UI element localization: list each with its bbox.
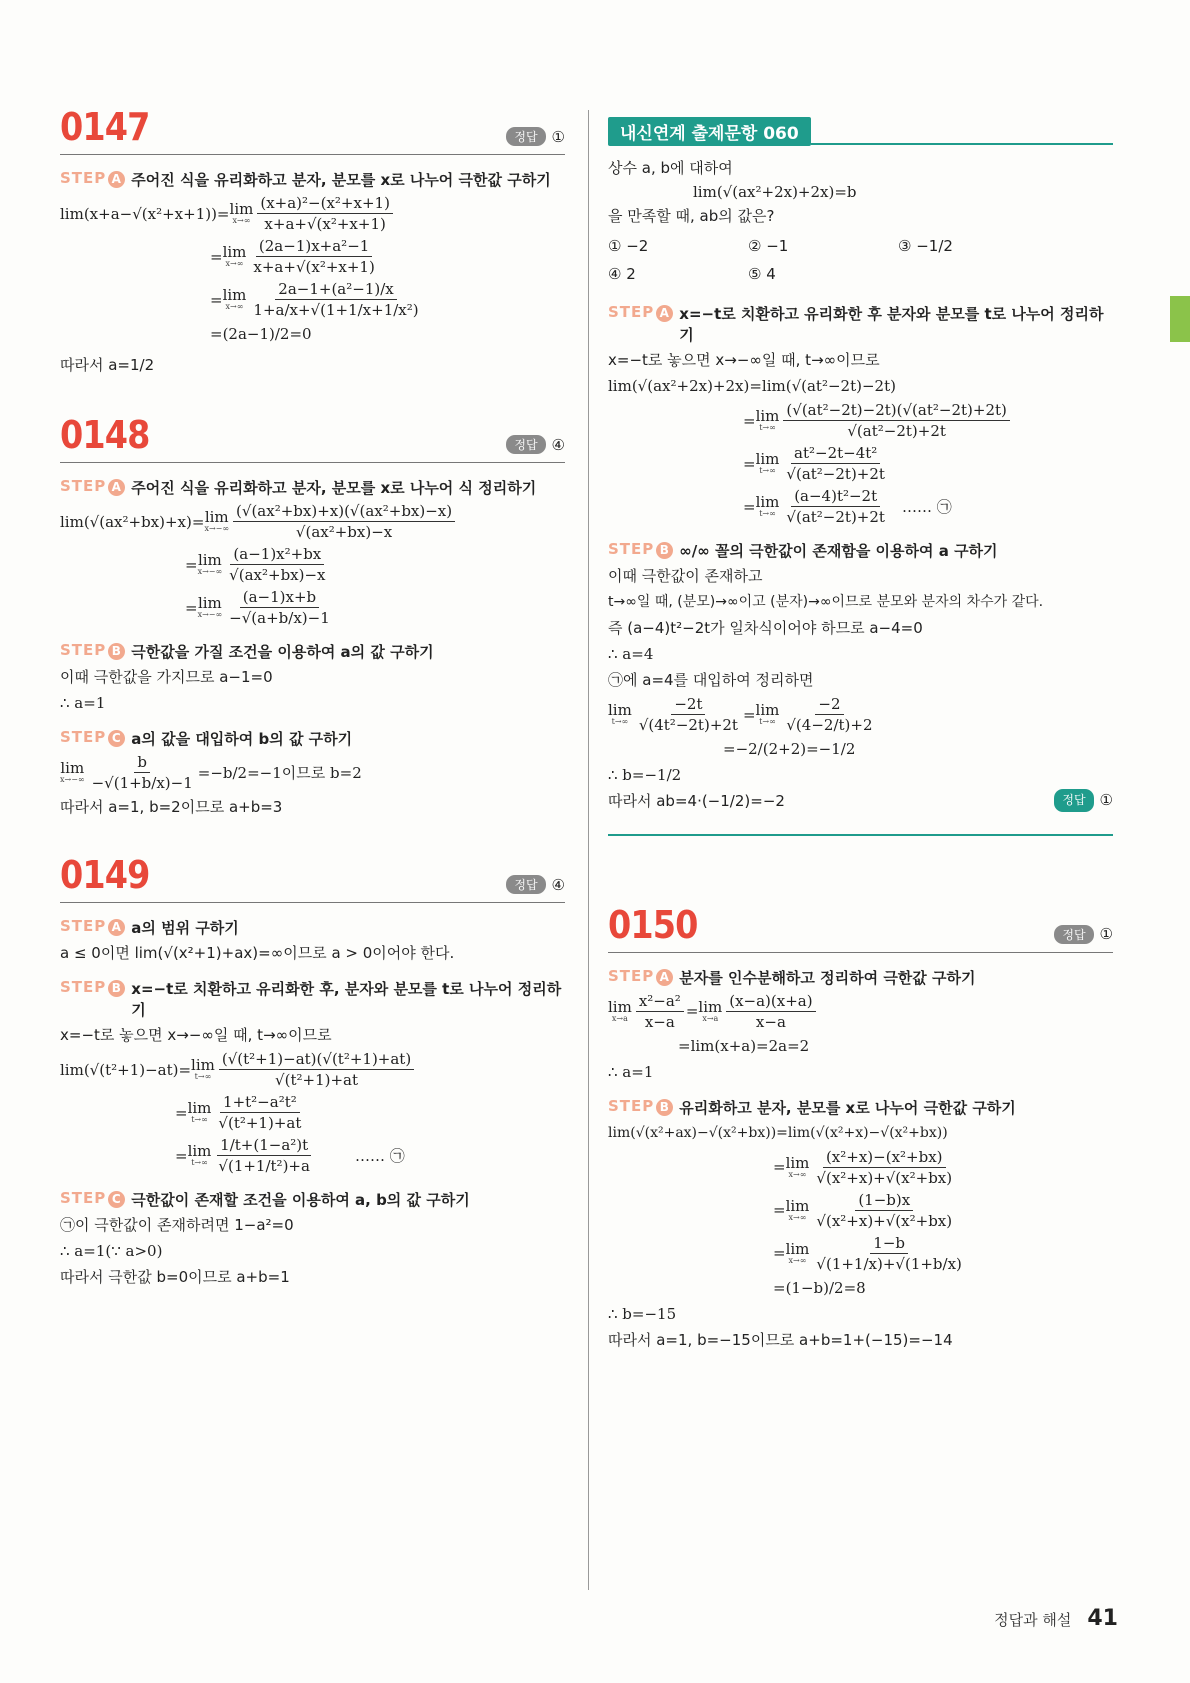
footer-label: 정답과 해설 (994, 1611, 1072, 1629)
equation: = lim x→∞ $\frac{(1-b)x}{\text{√(x²+x)+√(x²+bx)}}$ (773, 1191, 1113, 1230)
step-title: ∞/∞ 꼴의 극한값이 존재함을 이용하여 a 구하기 (679, 542, 998, 560)
equation: = lim t→∞ $\frac{\text{1/t+(1−a²)t}}{\text{√(1+1/t²)+a}}$ …… ㉠ (175, 1136, 405, 1175)
text-line: x=−t로 놓으면 x→−∞일 때, t→∞이므로 (608, 351, 880, 369)
step-b: STEP B ∞/∞ 꼴의 극한값이 존재함을 이용하여 a 구하기 (608, 540, 998, 560)
answer-value: ④ (551, 435, 565, 454)
step-b: STEP B 극한값을 가질 조건을 이용하여 a의 값 구하기 (60, 641, 434, 661)
fraction: $\frac{b}{-√(1+b/x)-1}$ (91, 753, 193, 792)
fraction: $\frac{\text{2a−1+(a²−1)/x}}{\text{1+a/x+√(1+1/x+1/x²)}}$ (253, 280, 419, 319)
equation: =(2a−1)/2=0 (210, 325, 312, 343)
conclusion: 따라서 a=1, b=−15이므로 a+b=1+(−15)=−14 (608, 1330, 953, 1349)
equation: = lim t→∞ $\frac{\text{1+t²−a²t²}}{\text{√(t²+1)+at}}$ (175, 1093, 565, 1132)
fraction: $\frac{\text{(√(at²−2t)−2t)(√(at²−2t)+2t)}}{\text{√(at²−2t)+2t}}$ (783, 401, 1009, 440)
choice-1[interactable]: ① −2 (608, 237, 649, 255)
page-footer (994, 1606, 1118, 1631)
equation: =−2/(2+2)=−1/2 (723, 740, 856, 758)
text-line: 이때 극한값이 존재하고 (608, 567, 763, 585)
text-line: ∴ b=−1/2 (608, 766, 682, 784)
step-a: STEP A 분자를 인수분해하고 정리하여 극한값 구하기 (608, 966, 976, 987)
equation: lim(√(x²+ax)−√(x²+bx))=lim(√(x²+x)−√(x²+bx)) (608, 1124, 948, 1141)
equation: = lim x→∞ $\frac{\text{(2a−1)x+a²−1}}{\text{x+a+√(x²+x+1)}}$ (210, 237, 565, 276)
equation: = lim t→∞ $\frac{\text{(a−4)t²−2t}}{\text{√(at²−2t)+2t}}$ …… ㉠ (743, 487, 952, 526)
equation: lim(√(t²+1)−at)= lim t→∞ $\frac{\text{(√(t²+1)−at)(√(t²+1)+at)}}{\text{√(t²+1)+at}}$ (60, 1050, 565, 1089)
fraction: $\frac{\text{(√(ax²+bx)+x)(√(ax²+bx)−x)}}{\text{√(ax²+bx)−x}}$ (233, 502, 455, 541)
answer-badge (506, 875, 565, 894)
column-divider (588, 110, 589, 1590)
equation-left: lim(x+a−√(x²+x+1))= (60, 204, 230, 223)
naesin-title: 내신연계 출제문항 060 (608, 117, 811, 146)
choice-5[interactable]: ⑤ 4 (748, 265, 776, 283)
text-line: ㉠이 극한값이 존재하려면 1−a²=0 (60, 1216, 294, 1234)
equation: = lim t→∞ $\frac{\text{(√(at²−2t)−2t)(√(at²−2t)+2t)}}{\text{√(at²−2t)+2t}}$ (743, 401, 1113, 440)
fraction: $\frac{(1-b)x}{\text{√(x²+x)+√(x²+bx)}}$ (816, 1190, 953, 1230)
equation (60, 194, 565, 233)
equation: = lim x→∞ $\frac{1-b}{√(1+1/x)+√(1+b/x)}$ (773, 1234, 1113, 1273)
problem-number: 0148 (60, 413, 150, 457)
step-c: STEP C a의 값을 대입하여 b의 값 구하기 (60, 728, 353, 748)
page-number: 41 (1087, 1606, 1118, 1631)
answer-badge (1054, 925, 1113, 944)
answer-pill: 정답 (1054, 925, 1093, 944)
text-line: a ≤ 0이면 lim(√(x²+1)+ax)=∞이므로 a > 0이어야 한다. (60, 944, 455, 962)
step-a: STEP A a의 범위 구하기 (60, 917, 239, 937)
conclusion: 따라서 a=1/2 (60, 356, 155, 374)
equation: = lim x→∞ $\frac{\text{(x²+x)−(x²+bx)}}{\text{√(x²+x)+√(x²+bx)}}$ (773, 1148, 1113, 1187)
text-line: ∴ a=4 (608, 645, 654, 663)
step-c: STEP C 극한값이 존재할 조건을 이용하여 a, b의 값 구하기 (60, 1189, 470, 1209)
answer-pill: 정답 (506, 127, 545, 146)
equation-mark: …… ㉠ (901, 498, 952, 516)
text-line: x=−t로 놓으면 x→−∞일 때, t→∞이므로 (60, 1026, 332, 1044)
step-title: 분자를 인수분해하고 정리하여 극한값 구하기 (679, 968, 976, 987)
answer-badge (506, 435, 565, 454)
fraction: $\frac{\text{(a−4)t²−2t}}{\text{√(at²−2t)+2t}}$ (786, 487, 885, 526)
step-a (60, 169, 565, 190)
step-a: STEP A x=−t로 치환하고 유리화한 후 분자와 분모를 t로 나누어 정리하기 (608, 303, 1113, 345)
problem-header-0149 (60, 853, 565, 903)
equation: lim t→∞ $\frac{-2t}{\text{√(4t²−2t)+2t}}$ = lim t→∞ $\frac{-2}{√(4-2/t)+2}$ (608, 695, 1113, 734)
limit: lim x→∞ (229, 200, 254, 225)
equation: lim x→−∞ $\frac{b}{-√(1+b/x)-1}$ =−b/2=−1이므로 b=2 (60, 753, 362, 792)
equation: = lim x→∞ $\frac{\text{2a−1+(a²−1)/x}}{\text{1+a/x+√(1+1/x+1/x²)}}$ (210, 280, 565, 319)
step-a: STEP A 주어진 식을 유리화하고 분자, 분모를 x로 나누어 식 정리하기 (60, 477, 537, 497)
step-tag: STEP A (60, 169, 125, 188)
fraction: $\frac{\text{(x²+x)−(x²+bx)}}{\text{√(x²+x)+√(x²+bx)}}$ (816, 1147, 953, 1187)
text-line: ㉠에 a=4를 대입하여 정리하면 (608, 671, 814, 689)
fraction: $\frac{\text{(2a−1)x+a²−1}}{\text{x+a+√(x²+x+1)}}$ (253, 237, 375, 276)
answer-badge (506, 127, 565, 146)
fraction: $\frac{\text{(x+a)²−(x²+x+1)}}{\text{x+a+√(x²+x+1)}}$ (257, 194, 393, 233)
answer-choices (608, 237, 1113, 283)
answer-value: ① (551, 127, 565, 146)
choice-4[interactable]: ④ 2 (608, 265, 636, 283)
equation: lim(√(ax²+2x)+2x)=lim(√(at²−2t)−2t) (608, 377, 896, 395)
problem-number: 0147 (60, 105, 150, 149)
equation: = lim x→−∞ $\frac{(a-1)x+b}{-√(a+b/x)-1}$ (185, 588, 565, 627)
fraction: $\frac{1-b}{√(1+1/x)+√(1+b/x)}$ (816, 1233, 962, 1273)
left-column (60, 105, 565, 1288)
answer-value: ① (1099, 791, 1113, 809)
problem-number: 0149 (60, 853, 150, 897)
side-tab (1170, 296, 1190, 342)
answer-pill: 정답 (506, 435, 545, 454)
equation: = lim t→∞ $\frac{\text{at²−2t−4t²}}{\text{√(at²−2t)+2t}}$ (743, 444, 1113, 483)
equation: lim x→a $\frac{\text{x²−a²}}{x-a}$ = lim x→a $\frac{(x-a)(x+a)}{x-a}$ (608, 992, 1113, 1031)
naesin-rule (811, 143, 1113, 145)
problem-number: 0150 (608, 902, 698, 947)
question-text: 을 만족할 때, ab의 값은? (608, 207, 775, 225)
fraction: $\frac{\text{(a−1)x²+bx}}{\text{√(ax²+bx)−x}}$ (229, 545, 326, 584)
step-title: 극한값이 존재할 조건을 이용하여 a, b의 값 구하기 (131, 1191, 470, 1209)
section-rule (608, 834, 1113, 836)
equation-mark: …… ㉠ (354, 1147, 405, 1165)
equation: = lim x→−∞ $\frac{\text{(a−1)x²+bx}}{\text{√(ax²+bx)−x}}$ (185, 545, 565, 584)
conclusion: 따라서 ab=4·(−1/2)=−2 정답 ① (608, 791, 1113, 810)
step-title: x=−t로 치환하고 유리화한 후, 분자와 분모를 t로 나누어 정리하기 (131, 980, 562, 1019)
step-b: STEP B x=−t로 치환하고 유리화한 후, 분자와 분모를 t로 나누어 정리하기 (60, 978, 565, 1020)
answer-value: ④ (551, 875, 565, 894)
answer-pill: 정답 (506, 875, 545, 894)
fraction: $\frac{\text{x²−a²}}{x-a}$ (636, 992, 684, 1031)
naesin-header (608, 116, 1113, 146)
fraction: $\frac{\text{1+t²−a²t²}}{\text{√(t²+1)+at}}$ (218, 1093, 302, 1132)
equation: lim(√(ax²+bx)+x)= lim x→−∞ $\frac{\text{(√(ax²+bx)+x)(√(ax²+bx)−x)}}{\text{√(ax²+bx)−x}}$ (60, 502, 565, 541)
step-title: 주어진 식을 유리화하고 분자, 분모를 x로 나누어 식 정리하기 (131, 479, 537, 497)
fraction: $\frac{-2}{√(4-2/t)+2}$ (786, 695, 873, 734)
equation: =lim(x+a)=2a=2 (678, 1036, 810, 1055)
problem-header-0148 (60, 413, 565, 463)
fraction: $\frac{-2t}{\text{√(4t²−2t)+2t}}$ (638, 695, 738, 734)
choice-2[interactable]: ② −1 (748, 237, 789, 255)
fraction: $\frac{\text{at²−2t−4t²}}{\text{√(at²−2t)+2t}}$ (786, 444, 885, 483)
step-title: a의 값을 대입하여 b의 값 구하기 (131, 730, 353, 748)
text-line: ∴ a=1 (60, 694, 106, 712)
answer-value: ① (1099, 925, 1113, 943)
fraction: $\frac{\text{(√(t²+1)−at)(√(t²+1)+at)}}{\text{√(t²+1)+at}}$ (219, 1050, 414, 1089)
conclusion: 따라서 a=1, b=2이므로 a+b=3 (60, 798, 283, 816)
problem-header-0147 (60, 105, 565, 155)
text-line: ∴ a=1(∵ a>0) (60, 1242, 163, 1260)
question-text: 상수 a, b에 대하여 (608, 159, 733, 177)
step-b: STEP B 유리화하고 분자, 분모를 x로 나누어 극한값 구하기 (608, 1096, 1016, 1117)
answer-pill: 정답 (1054, 789, 1093, 812)
right-column (608, 116, 1113, 1351)
equation: =(1−b)/2=8 (773, 1278, 866, 1297)
text-line: ∴ b=−15 (608, 1304, 677, 1323)
choice-3[interactable]: ③ −1/2 (898, 237, 953, 255)
fraction: $\frac{(x-a)(x+a)}{x-a}$ (726, 992, 815, 1031)
step-title: a의 범위 구하기 (131, 919, 239, 937)
text-line: 즉 (a−4)t²−2t가 일차식이어야 하므로 a−4=0 (608, 619, 923, 637)
step-title: 유리화하고 분자, 분모를 x로 나누어 극한값 구하기 (679, 1098, 1016, 1117)
text-line: ∴ a=1 (608, 1062, 654, 1081)
step-title: 극한값을 가질 조건을 이용하여 a의 값 구하기 (131, 643, 434, 661)
question-equation: lim(√(ax²+2x)+2x)=b (693, 183, 857, 201)
step-title: x=−t로 치환하고 유리화한 후 분자와 분모를 t로 나누어 정리하기 (679, 305, 1104, 344)
fraction: $\frac{(a-1)x+b}{-√(a+b/x)-1}$ (229, 588, 330, 627)
conclusion: 따라서 극한값 b=0이므로 a+b=1 (60, 1268, 290, 1286)
answer-badge (1054, 789, 1113, 812)
step-title: 주어진 식을 유리화하고 분자, 분모를 x로 나누어 극한값 구하기 (131, 171, 551, 189)
problem-header-0150 (608, 902, 1113, 953)
text-line: 이때 극한값을 가지므로 a−1=0 (60, 668, 273, 686)
fraction: $\frac{\text{1/t+(1−a²)t}}{\text{√(1+1/t²)+a}}$ (218, 1136, 310, 1175)
text-line: t→∞일 때, (분모)→∞이고 (분자)→∞이므로 분모와 분자의 차수가 같다. (608, 594, 1044, 610)
